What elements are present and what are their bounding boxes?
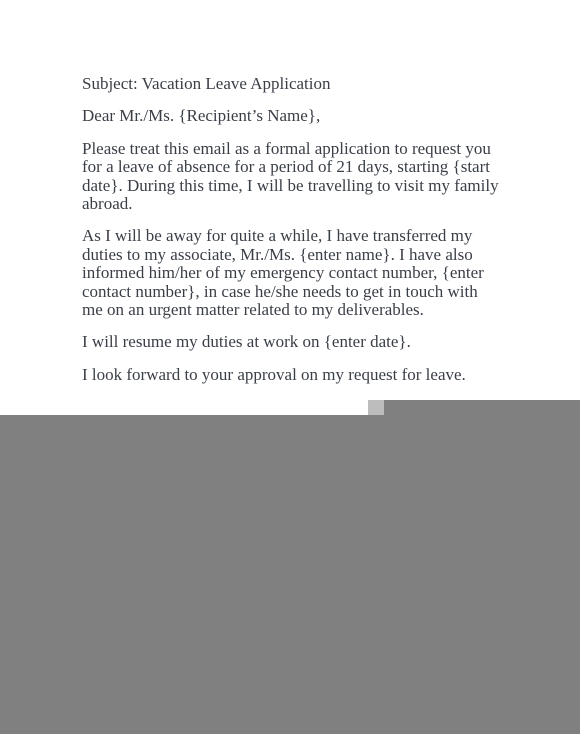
letter-paragraph-4: I look forward to your approval on my request for leave. <box>82 364 466 384</box>
letter-paragraph-3: I will resume my duties at work on {enter date}. <box>82 332 411 352</box>
letter-paragraph-1: Please treat this email as a formal application to request you for a leave of absence for a period of 21 days, starting {start date}. During this time, I will be travelling to visit my family abroad. <box>82 138 499 214</box>
letter-subject: Subject: Vacation Leave Application <box>82 74 331 93</box>
gray-overlay-fade <box>368 400 384 415</box>
letter-salutation: Dear Mr./Ms. {Recipient’s Name}, <box>82 106 321 126</box>
letter-body <box>82 75 502 398</box>
letter-paragraph-2: As I will be away for quite a while, I have transferred my duties to my associate, Mr./Ms. {enter name}. I have also informed him/her of my emergency contact number, {enter contact number}, in case he/she needs to get in touch with me on an urgent matter related to my deliverables. <box>82 226 484 320</box>
gray-overlay-notch <box>368 400 580 415</box>
gray-overlay <box>0 415 580 734</box>
